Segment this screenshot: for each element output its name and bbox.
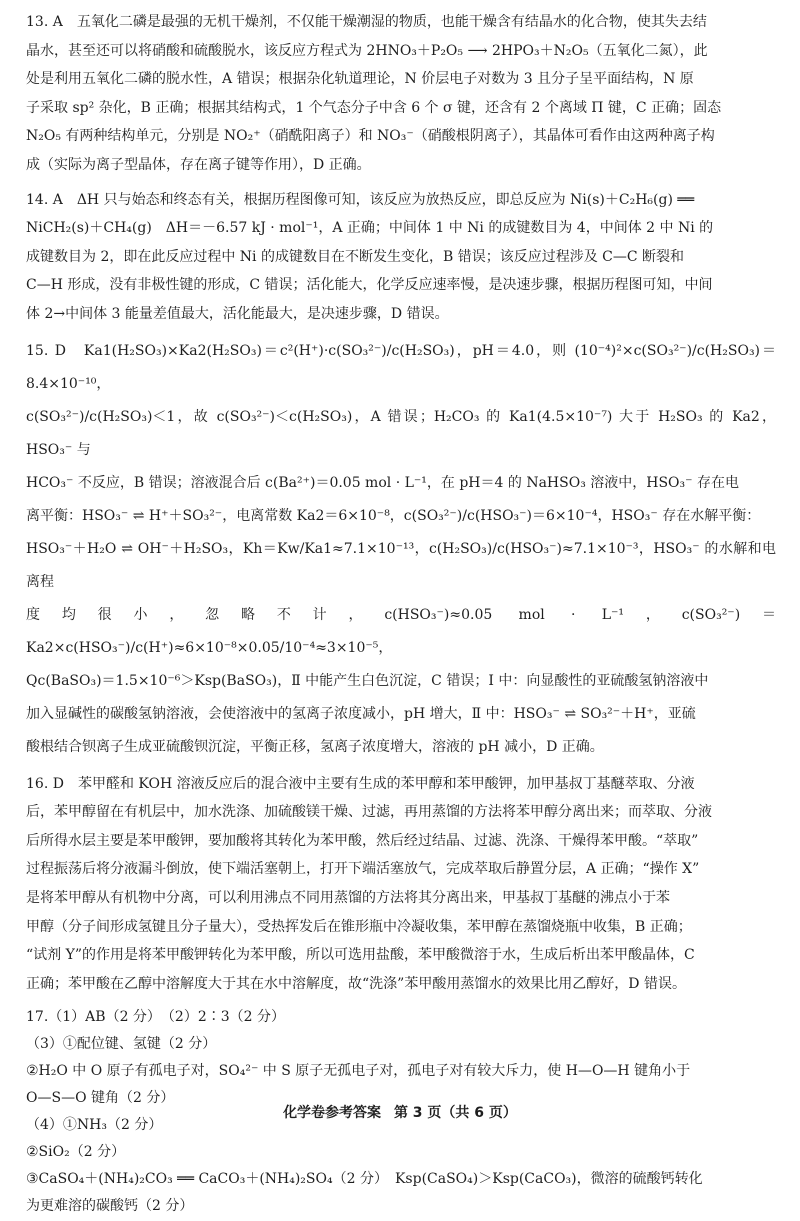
answer-13 — [26, 8, 776, 180]
q16-line: 正确；苯甲酸在乙醇中溶解度大于其在水中溶解度，故“洗涤”苯甲酸用蒸馏水的效果比用乙醇好，D 错误。 — [26, 975, 686, 992]
q16-line: 过程振荡后将分液漏斗倒放，使下端活塞朝上，打开下端活塞放气，完成萃取后静置分层，A 正确；“操作 X” — [26, 861, 700, 878]
q16-line: 是将苯甲醇从有机物中分离，可以利用沸点不同用蒸馏的方法将其分离出来，甲基叔丁基醚的沸点小于苯 — [26, 889, 670, 906]
q17-line: （4）①NH₃（2 分） — [26, 1117, 163, 1134]
q15-line: HSO₃⁻＋H₂O ⇌ OH⁻＋H₂SO₃，Kh＝Kw/Ka1≈7.1×10⁻¹³，c(H₂SO₃)/c(HSO₃⁻)≈7.1×10⁻³，HSO₃⁻ 的水解和电离程 — [26, 540, 776, 590]
q14-line: NiCH₂(s)＋CH₄(g) ΔH＝－6.57 kJ · mol⁻¹，A 正确；中间体 1 中 Ni 的成键数目为 4，中间体 2 中 Ni 的 — [26, 220, 714, 237]
answer-16 — [26, 770, 776, 999]
q16-line: 后所得水层主要是苯甲酸钾，要加酸将其转化为苯甲酸，然后经过结晶、过滤、洗涤、干燥得苯甲酸。“萃取” — [26, 832, 699, 849]
answer-14 — [26, 186, 776, 329]
q15-line: 离平衡：HSO₃⁻ ⇌ H⁺＋SO₃²⁻，电离常数 Ka2＝6×10⁻⁸，c(SO₃²⁻)/c(HSO₃⁻)＝6×10⁻⁴，HSO₃⁻ 存在水解平衡： — [26, 507, 761, 524]
q17-line: ②H₂O 中 O 原子有孤电子对，SO₄²⁻ 中 S 原子无孤电子对，孤电子对有较大斥力，使 H—O—H 键角小于 — [26, 1063, 691, 1080]
q14-line: C—H 形成，没有非极性键的形成，C 错误；活化能大，化学反应速率慢，是决速步骤，根据历程图可知，中间 — [26, 277, 713, 294]
q15-line: 度均很小，忽略不计，c(HSO₃⁻)≈0.05 mol · L⁻¹，c(SO₃²⁻)＝Ka2×c(HSO₃⁻)/c(H⁺)≈6×10⁻⁸×0.05/10⁻⁴≈3×10⁻⁵， — [26, 606, 776, 656]
q15-line: Qc(BaSO₃)＝1.5×10⁻⁶＞Ksp(BaSO₃)，Ⅱ 中能产生白色沉淀，C 错误；Ⅰ 中：向显酸性的亚硫酸氢钠溶液中 — [26, 672, 709, 689]
q16-line: 16. D 苯甲醛和 KOH 溶液反应后的混合液中主要有生成的苯甲醇和苯甲酸钾，加甲基叔丁基醚萃取、分液 — [26, 775, 695, 792]
q13-line: N₂O₅ 有两种结构单元，分别是 NO₂⁺（硝酰阳离子）和 NO₃⁻（硝酸根阴离子），其晶体可看作由这两种离子构 — [26, 128, 715, 145]
q17-line: 17.（1）AB（2 分） （2）2∶3（2 分） — [26, 1009, 286, 1026]
q17-line: （3）①配位键、氢键（2 分） — [26, 1036, 217, 1053]
q13-line: 成（实际为离子型晶体，存在离子键等作用），D 正确。 — [26, 156, 371, 173]
q14-line: 成键数目为 2，即在此反应过程中 Ni 的成键数目在不断发生变化，B 错误；该反应过程涉及 C—C 断裂和 — [26, 248, 685, 265]
q15-line: 酸根结合钡离子生成亚硫酸钡沉淀，平衡正移，氢离子浓度增大，溶液的 pH 减小，D 正确。 — [26, 738, 604, 755]
page-footer — [0, 1102, 800, 1122]
answer-15 — [26, 335, 776, 764]
q13-line: 处是利用五氧化二磷的脱水性，A 错误；根据杂化轨道理论，N 价层电子对数为 3 且分子呈平面结构，N 原 — [26, 71, 694, 88]
q13-line: 晶水，甚至还可以将硝酸和硫酸脱水，该反应方程式为 2HNO₃＋P₂O₅ ⟶ 2HPO₃＋N₂O₅（五氧化二氮），此 — [26, 42, 708, 59]
footer-page-number: 第 3 页（共 6 页） — [393, 1105, 517, 1121]
q14-line: 14. A ΔH 只与始态和终态有关，根据历程图像可知，该反应为放热反应，即总反应为 Ni(s)＋C₂H₆(g) ══ — [26, 191, 695, 208]
q15-line: c(SO₃²⁻)/c(H₂SO₃)＜1，故 c(SO₃²⁻)＜c(H₂SO₃)，A 错误；H₂CO₃ 的 Ka1(4.5×10⁻⁷) 大于 H₂SO₃ 的 Ka2，HSO₃⁻ 与 — [26, 408, 776, 458]
answer-document — [26, 8, 776, 1221]
q15-line: 加入显碱性的碳酸氢钠溶液，会使溶液中的氢离子浓度减小，pH 增大，Ⅱ 中：HSO₃⁻ ⇌ SO₃²⁻＋H⁺，亚硫 — [26, 705, 696, 722]
q13-line: 13. A 五氧化二磷是最强的无机干燥剂，不仅能干燥潮湿的物质，也能干燥含有结晶水的化合物，使其失去结 — [26, 14, 707, 30]
q17-line: ②SiO₂（2 分） — [26, 1144, 126, 1161]
q16-line: 甲醇（分子间形成氢键且分子量大），受热挥发后在锥形瓶中冷凝收集，苯甲醇在蒸馏烧瓶中收集，B 正确； — [26, 918, 692, 935]
q17-line: O—S—O 键角（2 分） — [26, 1090, 175, 1107]
footer-title: 化学卷参考答案 — [283, 1105, 382, 1121]
q15-line: HCO₃⁻ 不反应，B 错误；溶液混合后 c(Ba²⁺)＝0.05 mol · L⁻¹，在 pH＝4 的 NaHSO₃ 溶液中，HSO₃⁻ 存在电 — [26, 474, 739, 491]
q17-line: 为更难溶的碳酸钙（2 分） — [26, 1198, 194, 1215]
q14-line: 体 2→中间体 3 能量差值最大，活化能最大，是决速步骤，D 错误。 — [26, 305, 449, 322]
q16-line: “试剂 Y”的作用是将苯甲酸钾转化为苯甲酸，所以可选用盐酸，苯甲酸微溶于水，生成后析出苯甲酸晶体，C — [26, 947, 695, 964]
q16-line: 后，苯甲醇留在有机层中，加水洗涤、加硫酸镁干燥、过滤，再用蒸馏的方法将苯甲醇分离出来；而萃取、分液 — [26, 804, 712, 821]
q17-line: ③CaSO₄＋(NH₄)₂CO₃ ══ CaCO₃＋(NH₄)₂SO₄（2 分） Ksp(CaSO₄)＞Ksp(CaCO₃)，微溶的硫酸钙转化 — [26, 1171, 703, 1188]
q13-line: 子采取 sp² 杂化，B 正确；根据其结构式，1 个气态分子中含 6 个 σ 键，还含有 2 个离域 Π 键，C 正确；固态 — [26, 99, 722, 116]
q15-line: 15. D Ka1(H₂SO₃)×Ka2(H₂SO₃)＝c²(H⁺)·c(SO₃²⁻)/c(H₂SO₃)，pH＝4.0，则 (10⁻⁴)²×c(SO₃²⁻)/c(H₂SO₃)＝8.4×10⁻¹⁰， — [26, 342, 776, 392]
